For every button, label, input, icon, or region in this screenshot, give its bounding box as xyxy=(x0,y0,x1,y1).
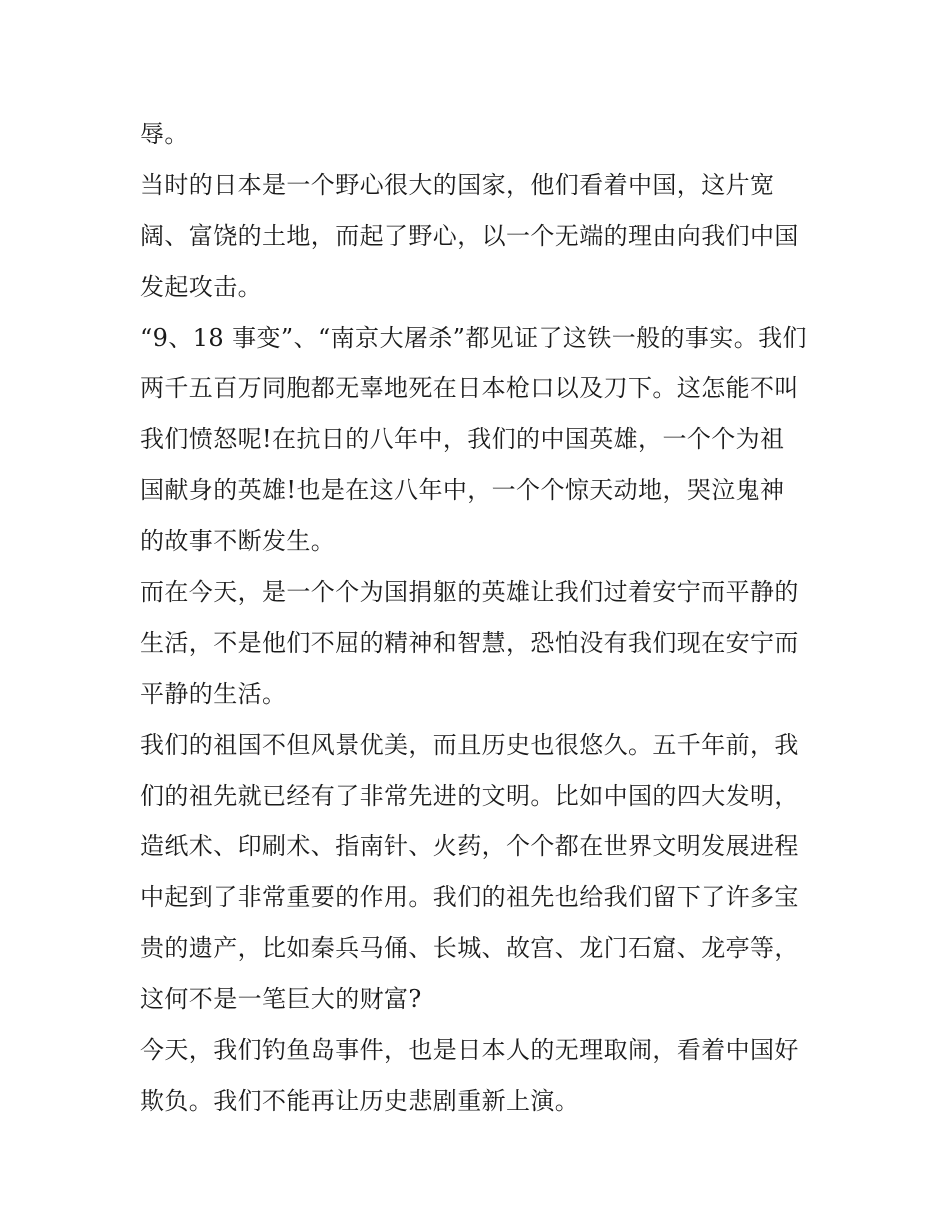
text-line: 我们的祖国不但风景优美，而且历史也很悠久。五千年前，我 xyxy=(140,730,799,759)
text-line: 而在今天，是一个个为国捐躯的英雄让我们过着安宁而平静的 xyxy=(140,578,799,607)
text-line: 贵的遗产，比如秦兵马俑、长城、故宫、龙门石窟、龙亭等， xyxy=(140,934,799,963)
text-line: 们的祖先就已经有了非常先进的文明。比如中国的四大发明， xyxy=(140,781,799,810)
text-line: 辱。 xyxy=(140,120,189,148)
text-line: 当时的日本是一个野心很大的国家，他们看着中国，这片宽 xyxy=(140,170,775,199)
text-line: “9、18 事变”、“南京大屠杀”都见证了这铁一般的事实。我们 xyxy=(140,323,807,352)
text-line: 平静的生活。 xyxy=(140,679,287,708)
text-line: 国献身的英雄!也是在这八年中，一个个惊天动地，哭泣鬼神 xyxy=(140,476,785,505)
text-line: 的故事不断发生。 xyxy=(140,527,336,556)
text-line: 生活，不是他们不屈的精神和智慧，恐怕没有我们现在安宁而 xyxy=(140,628,799,657)
text-line: 发起攻击。 xyxy=(140,272,262,301)
text-line: 造纸术、印刷术、指南针、火药，个个都在世界文明发展进程 xyxy=(140,832,799,861)
text-line: 中起到了非常重要的作用。我们的祖先也给我们留下了许多宝 xyxy=(140,883,799,912)
text-line: 两千五百万同胞都无辜地死在日本枪口以及刀下。这怎能不叫 xyxy=(140,374,799,403)
text-line: 今天，我们钓鱼岛事件，也是日本人的无理取闹，看着中国好 xyxy=(140,1036,799,1065)
text-line: 我们愤怒呢!在抗日的八年中，我们的中国英雄，一个个为祖 xyxy=(140,425,785,454)
body-text xyxy=(140,109,820,1127)
text-line: 欺负。我们不能再让历史悲剧重新上演。 xyxy=(140,1086,580,1115)
text-line: 阔、富饶的土地，而起了野心，以一个无端的理由向我们中国 xyxy=(140,221,799,250)
text-line: 这何不是一笔巨大的财富? xyxy=(140,985,422,1014)
